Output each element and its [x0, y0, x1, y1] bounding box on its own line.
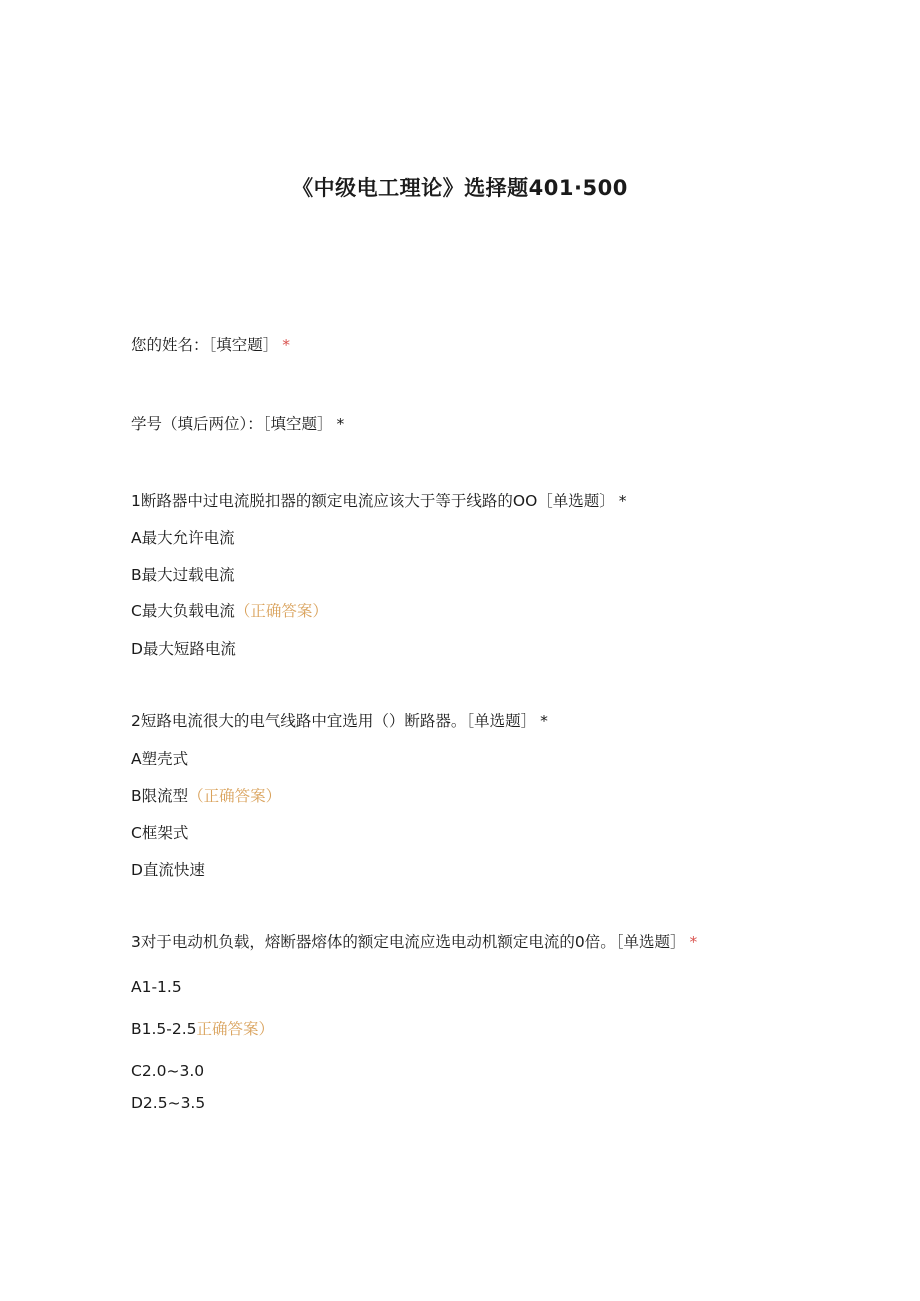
option-text: C框架式: [131, 824, 189, 842]
student-id-field-label: [131, 412, 344, 434]
question-stem: 3对于电动机负载，熔断器熔体的额定电流应选电动机额定电流的0倍。［单选题］: [131, 933, 686, 951]
option-text: D直流快速: [131, 861, 205, 879]
question-3-option-d: [131, 1094, 205, 1112]
option-text: C2.0~3.0: [131, 1062, 205, 1080]
question-1-option-a: [131, 526, 235, 548]
question-3-text: [131, 930, 697, 952]
name-field-label: [131, 333, 290, 355]
question-2-text: [131, 709, 548, 731]
page-title: 《中级电工理论》选择题401·500: [292, 176, 628, 200]
question-1-option-c: [131, 599, 328, 621]
option-text: B限流型: [131, 787, 189, 805]
question-2-option-d: [131, 858, 205, 880]
correct-answer-mark: （正确答案）: [188, 787, 282, 805]
option-text: A最大允许电流: [131, 529, 235, 547]
option-text: C最大负载电流: [131, 602, 235, 620]
question-stem: 2短路电流很大的电气线路中宜选用（）断路器。［单选题］: [131, 712, 537, 730]
question-3-option-a: [131, 978, 182, 996]
question-3-option-b: [131, 1017, 274, 1039]
required-asterisk: *: [540, 712, 548, 730]
option-text: B最大过载电流: [131, 566, 235, 584]
question-1-option-b: [131, 563, 235, 585]
required-asterisk: *: [282, 336, 291, 354]
field-label: 您的姓名：［填空题］: [131, 336, 279, 354]
option-text: B1.5-2.5: [131, 1020, 197, 1038]
option-text: A塑壳式: [131, 750, 189, 768]
option-text: A1-1.5: [131, 978, 182, 996]
required-asterisk: *: [689, 933, 698, 951]
option-text: D2.5~3.5: [131, 1094, 206, 1112]
question-2-option-b: [131, 784, 281, 806]
question-2-option-a: [131, 747, 188, 769]
correct-answer-mark: 正确答案）: [196, 1020, 275, 1038]
field-label: 学号（填后两位）：［填空题］: [131, 415, 333, 433]
correct-answer-mark: （正确答案）: [234, 602, 328, 620]
required-asterisk: *: [618, 492, 627, 510]
question-1-option-d: [131, 637, 236, 659]
question-2-option-c: [131, 821, 188, 843]
option-text: D最大短路电流: [131, 640, 236, 658]
question-3-option-c: [131, 1062, 204, 1080]
required-asterisk: *: [336, 415, 345, 433]
question-stem: 1断路器中过电流脱扣器的额定电流应该大于等于线路的OO［单选题〕: [131, 492, 615, 510]
question-1-text: [131, 489, 627, 511]
